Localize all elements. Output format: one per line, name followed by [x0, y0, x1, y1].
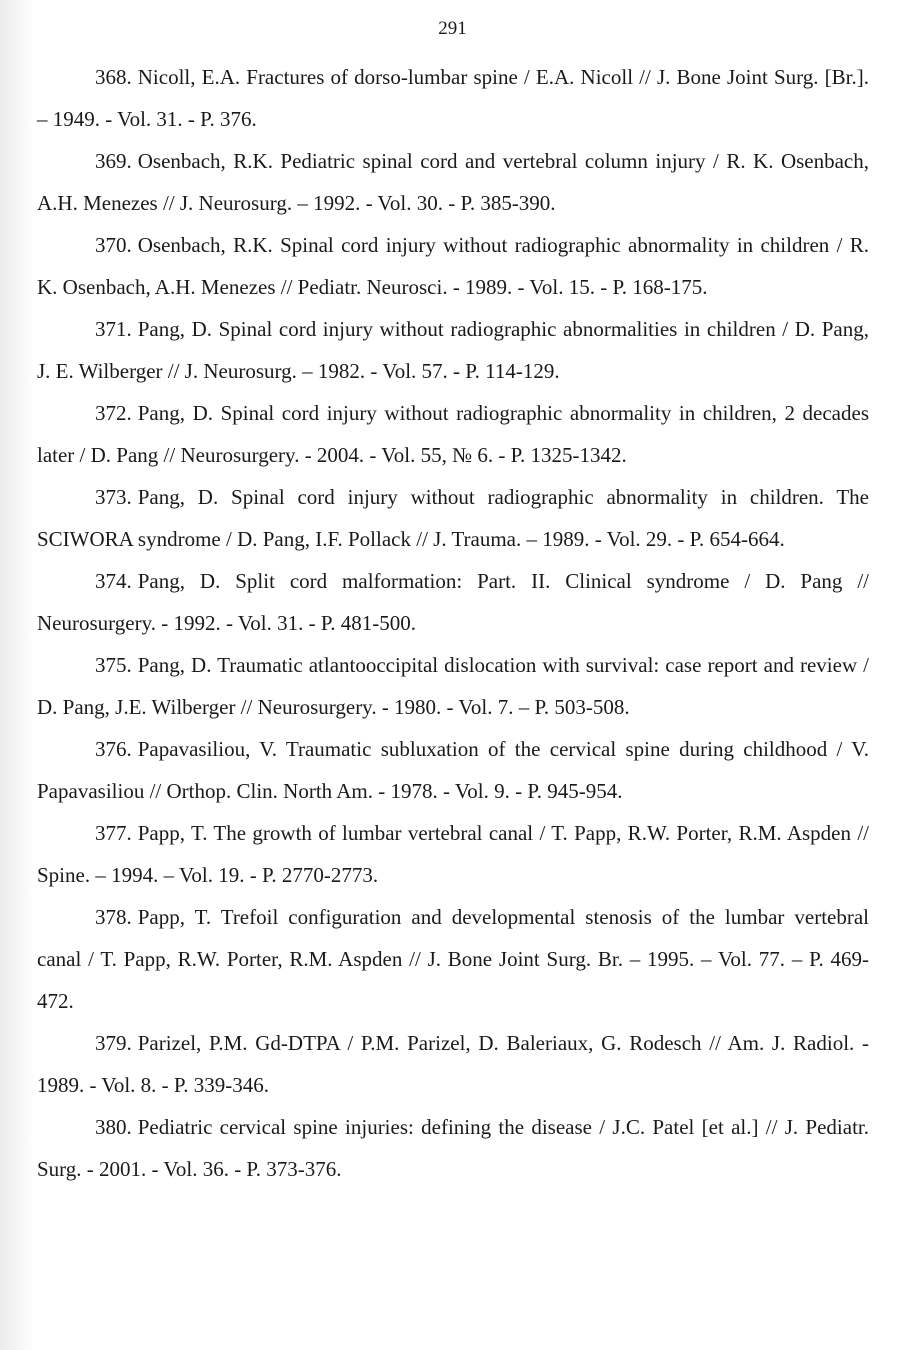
reference-item [37, 476, 869, 560]
reference-text: Osenbach, R.K. Pediatric spinal cord and vertebral column injury / R. K. Osenbach, A.H. Menezes // J. Neurosurg. – 1992. - Vol. 30. - P. 385-390. [37, 149, 869, 215]
reference-item [37, 308, 869, 392]
reference-list [37, 56, 869, 1190]
reference-item [37, 896, 869, 1022]
reference-text: Papp, T. Trefoil configuration and developmental stenosis of the lumbar vertebral canal / T. Papp, R.W. Porter, R.M. Aspden // J. Bone Joint Surg. Br. – 1995. – Vol. 77. – P. 469-472. [37, 905, 869, 1013]
page-number: 291 [438, 18, 467, 39]
reference-item [37, 560, 869, 644]
reference-item [37, 1022, 869, 1106]
reference-text: Papp, T. The growth of lumbar vertebral canal / T. Papp, R.W. Porter, R.M. Aspden // Spine. – 1994. – Vol. 19. - P. 2770-2773. [37, 821, 869, 887]
reference-item [37, 812, 869, 896]
reference-text: Pang, D. Spinal cord injury without radiographic abnormality in children, 2 decades later / D. Pang // Neurosurgery. - 2004. - Vol. 55, № 6. - P. 1325-1342. [37, 401, 869, 467]
reference-item [37, 728, 869, 812]
reference-text: Pang, D. Spinal cord injury without radiographic abnormalities in children / D. Pang, J. E. Wilberger // J. Neurosurg. – 1982. - Vol. 57. - P. 114-129. [37, 317, 869, 383]
reference-text: Papavasiliou, V. Traumatic subluxation of the cervical spine during childhood / V. Papavasiliou // Orthop. Clin. North Am. - 1978. - Vol. 9. - P. 945-954. [37, 737, 869, 803]
reference-text: Osenbach, R.K. Spinal cord injury without radiographic abnormality in children / R. K. Osenbach, A.H. Menezes // Pediatr. Neurosci. - 1989. - Vol. 15. - P. 168-175. [37, 233, 869, 299]
reference-text: Pang, D. Split cord malformation: Part. II. Clinical syndrome / D. Pang // Neurosurgery. - 1992. - Vol. 31. - P. 481-500. [37, 569, 869, 635]
reference-number: 368. [95, 65, 132, 89]
reference-number: 375. [95, 653, 132, 677]
reference-number: 377. [95, 821, 132, 845]
reference-text: Parizel, P.M. Gd-DTPA / P.M. Parizel, D. Baleriaux, G. Rodesch // Am. J. Radiol. - 1989. - Vol. 8. - P. 339-346. [37, 1031, 869, 1097]
reference-item [37, 1106, 869, 1190]
reference-number: 374. [95, 569, 132, 593]
reference-item [37, 140, 869, 224]
reference-text: Pang, D. Spinal cord injury without radiographic abnormality in children. The SCIWORA syndrome / D. Pang, I.F. Pollack // J. Trauma. – 1989. - Vol. 29. - P. 654-664. [37, 485, 869, 551]
reference-item [37, 392, 869, 476]
reference-text: Pang, D. Traumatic atlantooccipital dislocation with survival: case report and review / D. Pang, J.E. Wilberger // Neurosurgery. - 1980. - Vol. 7. – P. 503-508. [37, 653, 869, 719]
reference-item [37, 644, 869, 728]
scan-edge-shadow [0, 0, 34, 1350]
reference-number: 372. [95, 401, 132, 425]
reference-number: 371. [95, 317, 132, 341]
reference-number: 378. [95, 905, 132, 929]
reference-number: 379. [95, 1031, 132, 1055]
reference-number: 369. [95, 149, 132, 173]
reference-number: 373. [95, 485, 132, 509]
reference-text: Pediatric cervical spine injuries: defining the disease / J.C. Patel [et al.] // J. Pediatr. Surg. - 2001. - Vol. 36. - P. 373-376. [37, 1115, 869, 1181]
reference-number: 370. [95, 233, 132, 257]
reference-number: 376. [95, 737, 132, 761]
reference-item [37, 56, 869, 140]
reference-number: 380. [95, 1115, 132, 1139]
reference-text: Nicoll, E.A. Fractures of dorso-lumbar spine / E.A. Nicoll // J. Bone Joint Surg. [Br.]. – 1949. - Vol. 31. - P. 376. [37, 65, 869, 131]
reference-item [37, 224, 869, 308]
